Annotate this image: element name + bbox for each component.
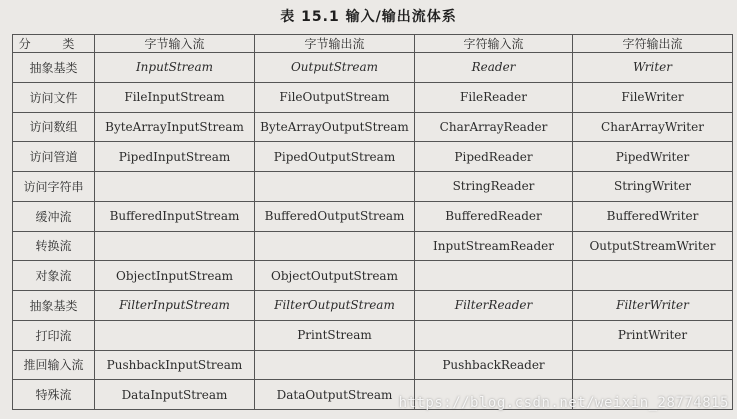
table-row — [13, 172, 733, 202]
table-row — [13, 53, 733, 83]
category-cell: 推回输入流 — [13, 350, 95, 380]
table-row — [13, 231, 733, 261]
table-row — [13, 112, 733, 142]
byte-output-cell — [255, 172, 415, 202]
column-header-category: 分 类 — [13, 35, 95, 53]
char-input-cell — [415, 261, 573, 291]
char-input-cell: InputStreamReader — [415, 231, 573, 261]
table-row — [13, 261, 733, 291]
category-cell: 访问字符串 — [13, 172, 95, 202]
byte-output-cell: FileOutputStream — [255, 82, 415, 112]
category-cell: 打印流 — [13, 320, 95, 350]
table-header-row — [13, 35, 733, 53]
category-cell: 特殊流 — [13, 380, 95, 410]
category-cell: 抽象基类 — [13, 291, 95, 321]
byte-input-cell: PushbackInputStream — [95, 350, 255, 380]
char-input-cell: StringReader — [415, 172, 573, 202]
char-input-cell: BufferedReader — [415, 201, 573, 231]
io-stream-table — [12, 34, 733, 410]
byte-output-cell: BufferedOutputStream — [255, 201, 415, 231]
table-row — [13, 201, 733, 231]
char-output-cell: Writer — [573, 53, 733, 83]
byte-input-cell: BufferedInputStream — [95, 201, 255, 231]
byte-output-cell: PrintStream — [255, 320, 415, 350]
category-cell: 访问管道 — [13, 142, 95, 172]
char-input-cell: FilterReader — [415, 291, 573, 321]
char-output-cell: OutputStreamWriter — [573, 231, 733, 261]
table-body — [13, 53, 733, 410]
byte-input-cell — [95, 320, 255, 350]
category-cell: 缓冲流 — [13, 201, 95, 231]
byte-input-cell — [95, 231, 255, 261]
char-output-cell: StringWriter — [573, 172, 733, 202]
byte-input-cell: ObjectInputStream — [95, 261, 255, 291]
byte-output-cell: FilterOutputStream — [255, 291, 415, 321]
column-header-char-output: 字符输出流 — [573, 35, 733, 53]
table-row — [13, 82, 733, 112]
table-row — [13, 142, 733, 172]
byte-input-cell: FileInputStream — [95, 82, 255, 112]
byte-output-cell — [255, 231, 415, 261]
byte-input-cell: FilterInputStream — [95, 291, 255, 321]
char-input-cell — [415, 320, 573, 350]
table-caption: 表 15.1 输入/输出流体系 — [280, 9, 457, 25]
char-input-cell: Reader — [415, 53, 573, 83]
byte-output-cell: PipedOutputStream — [255, 142, 415, 172]
byte-input-cell: ByteArrayInputStream — [95, 112, 255, 142]
char-output-cell: BufferedWriter — [573, 201, 733, 231]
byte-input-cell: InputStream — [95, 53, 255, 83]
byte-input-cell: DataInputStream — [95, 380, 255, 410]
watermark-url: https://blog.csdn.net/weixin_28774815 — [398, 395, 729, 411]
char-output-cell: PipedWriter — [573, 142, 733, 172]
byte-input-cell — [95, 172, 255, 202]
char-output-cell: PrintWriter — [573, 320, 733, 350]
column-header-byte-output: 字节输出流 — [255, 35, 415, 53]
category-cell: 访问数组 — [13, 112, 95, 142]
column-header-char-input: 字符输入流 — [415, 35, 573, 53]
category-cell: 抽象基类 — [13, 53, 95, 83]
byte-input-cell: PipedInputStream — [95, 142, 255, 172]
column-header-byte-input: 字节输入流 — [95, 35, 255, 53]
char-input-cell: PipedReader — [415, 142, 573, 172]
char-input-cell: PushbackReader — [415, 350, 573, 380]
table-row — [13, 291, 733, 321]
category-cell: 对象流 — [13, 261, 95, 291]
byte-output-cell: OutputStream — [255, 53, 415, 83]
char-output-cell — [573, 350, 733, 380]
char-output-cell: FileWriter — [573, 82, 733, 112]
char-output-cell: CharArrayWriter — [573, 112, 733, 142]
char-output-cell — [573, 261, 733, 291]
table-row — [13, 350, 733, 380]
category-cell: 访问文件 — [13, 82, 95, 112]
byte-output-cell: ObjectOutputStream — [255, 261, 415, 291]
byte-output-cell: DataOutputStream — [255, 380, 415, 410]
char-input-cell: CharArrayReader — [415, 112, 573, 142]
byte-output-cell — [255, 350, 415, 380]
table-row — [13, 320, 733, 350]
char-output-cell: FilterWriter — [573, 291, 733, 321]
byte-output-cell: ByteArrayOutputStream — [255, 112, 415, 142]
category-cell: 转换流 — [13, 231, 95, 261]
char-input-cell: FileReader — [415, 82, 573, 112]
